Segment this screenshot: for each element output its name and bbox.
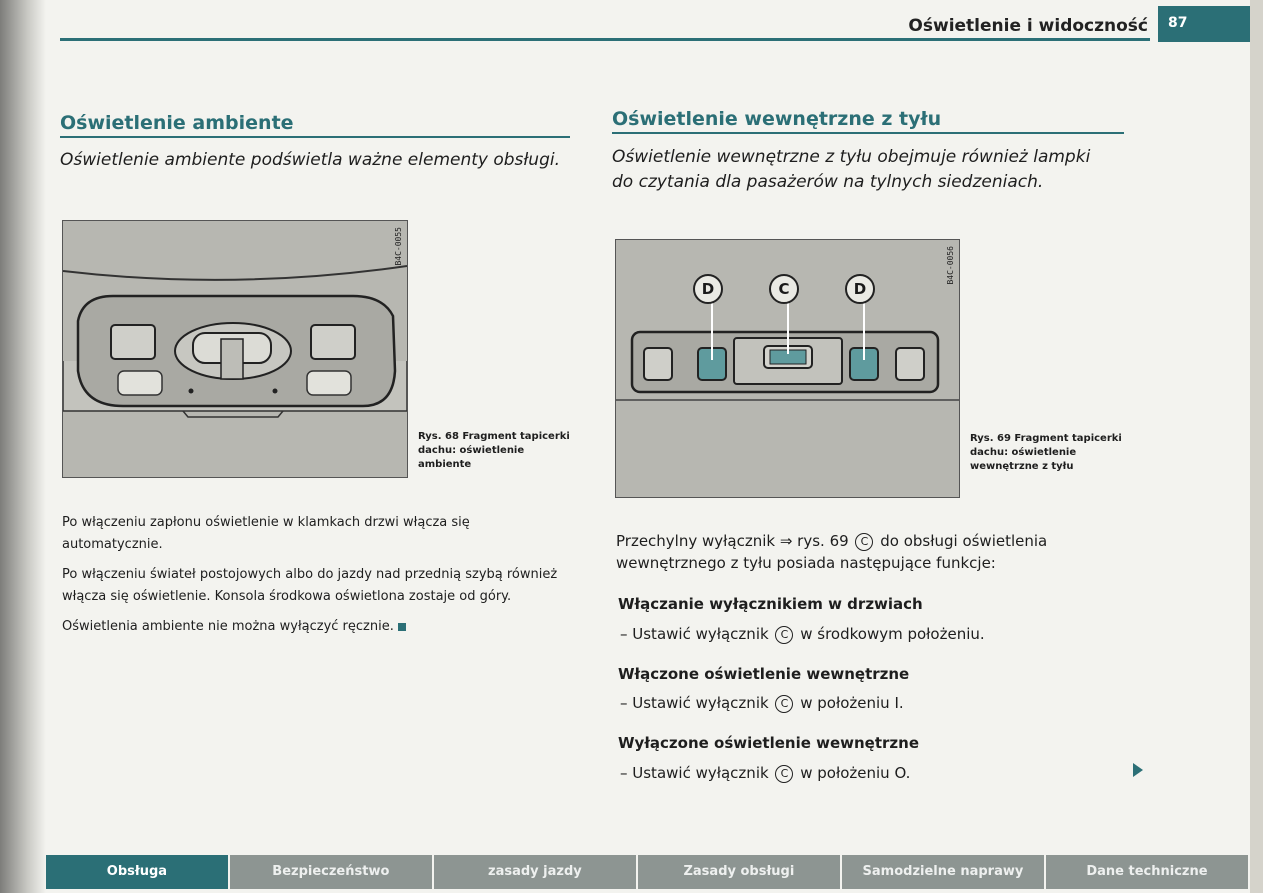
callout-d-left: D xyxy=(693,274,723,304)
page-edge xyxy=(1250,0,1263,893)
subhead-light-on: Włączone oświetlenie wewnętrzne xyxy=(618,665,910,683)
section-end-mark xyxy=(398,623,406,631)
step-light-off: – Ustawić wyłącznik C w położeniu O. xyxy=(620,764,911,782)
figure-69 xyxy=(615,239,960,498)
section-intro-rear-interior: Oświetlenie wewnętrzne z tyłu obejmuje również lampki do czytania dla pasażerów na tylnych siedzeniach. xyxy=(612,147,1091,192)
page-number: 87 xyxy=(1158,6,1250,42)
callout-d-right: D xyxy=(845,274,875,304)
subhead-door-switch: Włączanie wyłącznikiem w drzwiach xyxy=(618,595,923,613)
section-title-rear-interior: Oświetlenie wewnętrzne z tyłu xyxy=(612,108,1124,134)
figure-68-caption: Rys. 68 Fragment tapicerki dachu: oświetlenie ambiente xyxy=(418,431,570,470)
section-intro-ambient: Oświetlenie ambiente podświetla ważne elementy obsługi. xyxy=(60,150,560,170)
ambient-paragraph: Po włączeniu zapłonu oświetlenie w klamkach drzwi włącza się automatycznie. xyxy=(62,515,470,552)
figure-69-code: B4C-0056 xyxy=(946,246,955,285)
callout-c: C xyxy=(769,274,799,304)
switch-c-marker: C xyxy=(775,695,793,713)
figure-68 xyxy=(62,220,408,478)
chapter-title: Oświetlenie i widoczność xyxy=(908,16,1148,36)
tab-dane-techniczne[interactable]: Dane techniczne xyxy=(1046,855,1250,889)
ambient-body xyxy=(62,512,574,646)
figure-68-illustration xyxy=(63,221,407,477)
step-light-on: – Ustawić wyłącznik C w położeniu I. xyxy=(620,694,904,712)
continue-arrow-icon xyxy=(1133,763,1143,777)
header-rule xyxy=(60,38,1150,41)
figure-69-caption: Rys. 69 Fragment tapicerki dachu: oświetlenie wewnętrzne z tyłu xyxy=(970,433,1122,472)
ambient-paragraph: Po włączeniu świateł postojowych albo do jazdy nad przednią szybą również włącza się oświetlenie. Konsola środkowa oświetlona zostaje od góry. xyxy=(62,567,558,604)
tab-zasady-obslugi[interactable]: Zasady obsługi xyxy=(638,855,842,889)
tab-zasady-jazdy[interactable]: zasady jazdy xyxy=(434,855,638,889)
rear-lead-text: Przechylny wyłącznik ⇒ rys. 69 C do obsługi oświetlenia wewnętrznego z tyłu posiada następujące funkcje: xyxy=(616,532,1048,572)
step-door-switch: – Ustawić wyłącznik C w środkowym położeniu. xyxy=(620,625,985,643)
tab-bezpieczenstwo[interactable]: Bezpieczeństwo xyxy=(230,855,434,889)
tab-obsluga[interactable]: Obsługa xyxy=(46,855,230,889)
subhead-light-off: Wyłączone oświetlenie wewnętrzne xyxy=(618,734,920,752)
ambient-paragraph-last: Oświetlenia ambiente nie można wyłączyć ręcznie. xyxy=(62,616,574,638)
section-title-ambient: Oświetlenie ambiente xyxy=(60,112,570,138)
switch-c-marker: C xyxy=(775,765,793,783)
figure-68-code: B4C-0055 xyxy=(394,227,403,266)
tab-samodzielne-naprawy[interactable]: Samodzielne naprawy xyxy=(842,855,1046,889)
binding-shadow xyxy=(0,0,46,893)
switch-c-marker: C xyxy=(775,626,793,644)
chapter-tabs xyxy=(46,855,1250,889)
switch-c-marker: C xyxy=(855,533,873,551)
